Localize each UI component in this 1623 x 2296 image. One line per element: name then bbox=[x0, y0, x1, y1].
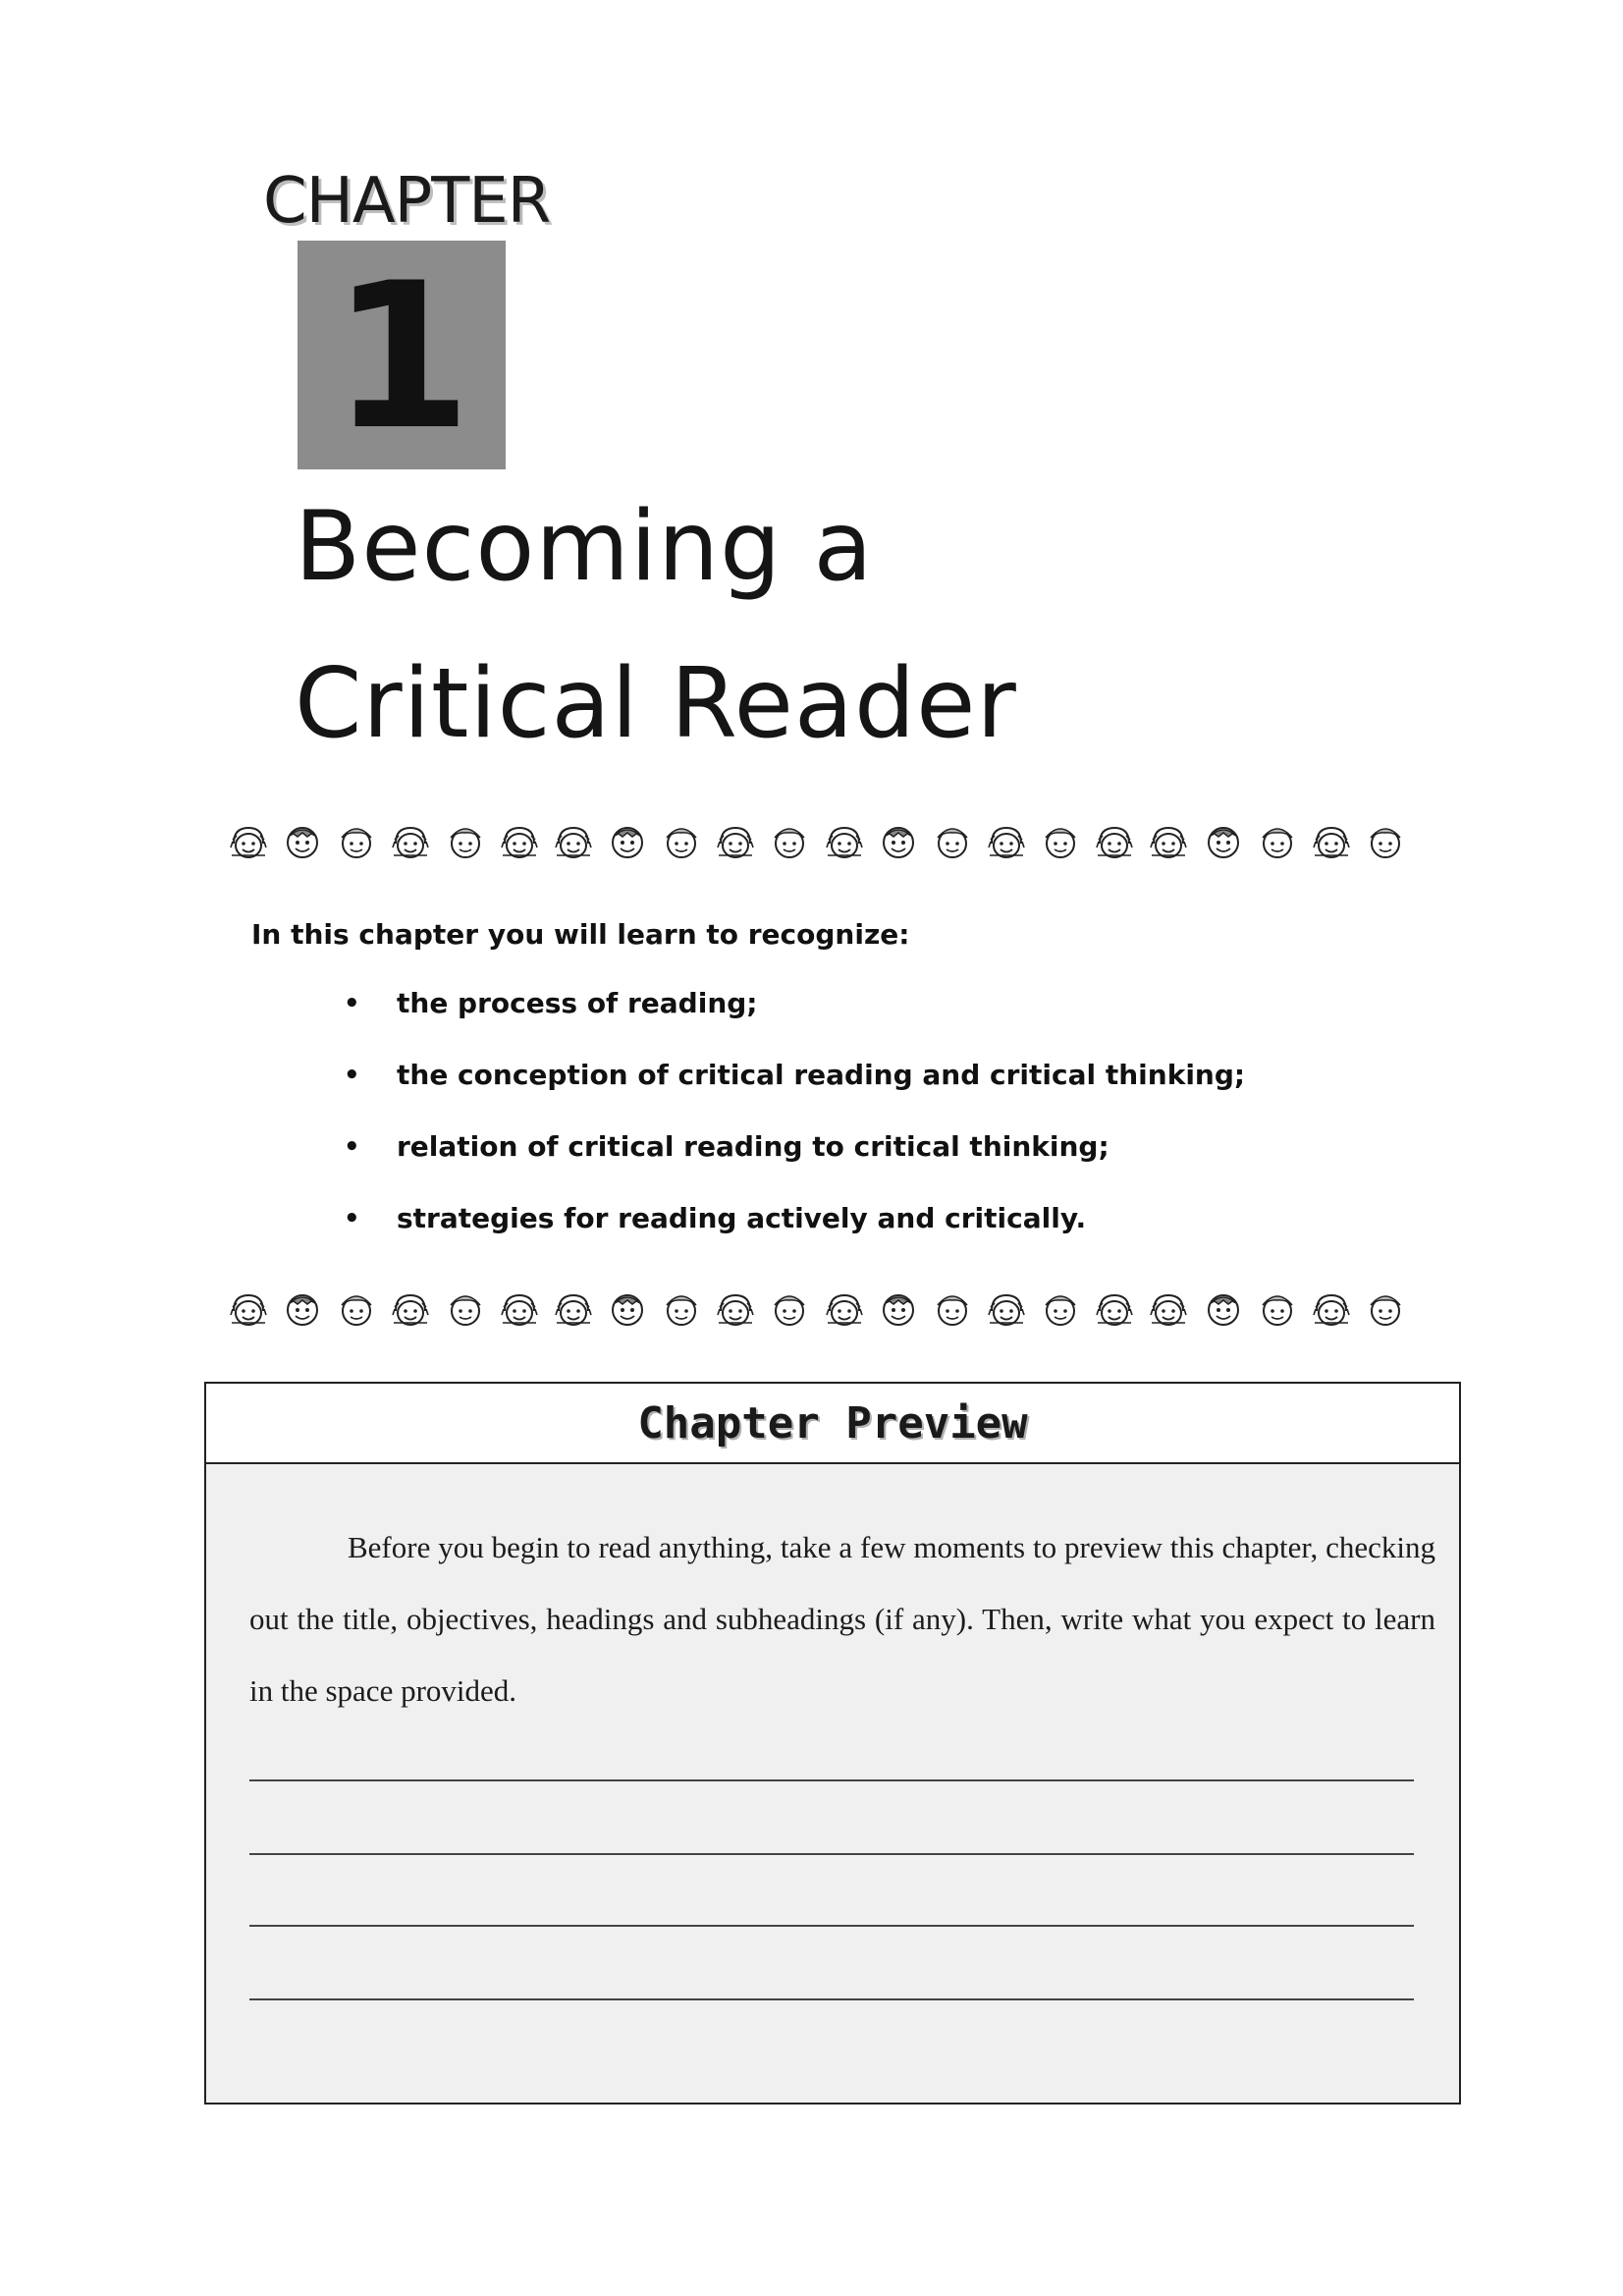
bullet-icon: • bbox=[344, 989, 360, 1018]
objectives-list bbox=[344, 987, 1245, 1274]
cartoon-face-icon bbox=[445, 1289, 486, 1329]
objective-item bbox=[344, 1130, 1245, 1202]
cartoon-face-icon bbox=[824, 1289, 865, 1329]
objective-text: strategies for reading actively and critically. bbox=[397, 1202, 1087, 1234]
bullet-icon: • bbox=[344, 1204, 360, 1233]
cartoon-face-icon bbox=[986, 822, 1027, 861]
cartoon-face-icon bbox=[553, 822, 594, 861]
answer-line-3[interactable] bbox=[249, 1925, 1414, 1927]
cartoon-face-icon bbox=[715, 822, 756, 861]
cartoon-face-icon bbox=[1040, 1289, 1081, 1329]
answer-line-4[interactable] bbox=[249, 1998, 1414, 2000]
cartoon-face-icon bbox=[282, 822, 323, 861]
cartoon-face-icon bbox=[499, 1289, 540, 1329]
chapter-preview-title: Chapter Preview bbox=[637, 1397, 1028, 1449]
cartoon-face-icon bbox=[1311, 1289, 1352, 1329]
chapter-preview-header bbox=[206, 1384, 1459, 1464]
cartoon-face-icon bbox=[932, 822, 973, 861]
cartoon-face-icon bbox=[1040, 822, 1081, 861]
cartoon-face-icon bbox=[1094, 822, 1135, 861]
cartoon-face-icon bbox=[1203, 822, 1244, 861]
cartoon-face-icon bbox=[715, 1289, 756, 1329]
bullet-icon: • bbox=[344, 1132, 360, 1162]
cartoon-face-icon bbox=[336, 1289, 377, 1329]
cartoon-face-icon bbox=[1203, 1289, 1244, 1329]
objective-item bbox=[344, 1202, 1245, 1274]
cartoon-face-icon bbox=[1257, 1289, 1298, 1329]
cartoon-face-icon bbox=[769, 822, 810, 861]
cartoon-face-icon bbox=[769, 1289, 810, 1329]
objective-text: the conception of critical reading and critical thinking; bbox=[397, 1059, 1246, 1091]
cartoon-face-icon bbox=[499, 822, 540, 861]
chapter-preview-instructions: Before you begin to read anything, take a few moments to preview this chapter, checking out the title, objectives, headings and subheadings (if any). Then, write what you expect to learn in the space provided. bbox=[249, 1530, 1435, 1708]
bullet-icon: • bbox=[344, 1061, 360, 1090]
decorative-border-top bbox=[228, 819, 1406, 864]
cartoon-face-icon bbox=[824, 822, 865, 861]
cartoon-face-icon bbox=[661, 822, 702, 861]
cartoon-face-icon bbox=[1365, 822, 1406, 861]
cartoon-face-icon bbox=[1094, 1289, 1135, 1329]
objective-item bbox=[344, 1059, 1245, 1130]
cartoon-face-icon bbox=[445, 822, 486, 861]
cartoon-face-icon bbox=[1311, 822, 1352, 861]
cartoon-face-icon bbox=[661, 1289, 702, 1329]
chapter-number: 1 bbox=[331, 241, 472, 474]
objective-text: the process of reading; bbox=[397, 987, 758, 1019]
cartoon-face-icon bbox=[228, 822, 269, 861]
chapter-title-line-1: Becoming a bbox=[295, 491, 874, 603]
answer-line-2[interactable] bbox=[249, 1853, 1414, 1855]
chapter-preview-box bbox=[204, 1382, 1461, 2105]
decorative-border-bottom bbox=[228, 1286, 1406, 1332]
cartoon-face-icon bbox=[390, 1289, 431, 1329]
chapter-title-line-2: Critical Reader bbox=[295, 648, 1017, 760]
cartoon-face-icon bbox=[1257, 822, 1298, 861]
answer-line-1[interactable] bbox=[249, 1779, 1414, 1781]
cartoon-face-icon bbox=[986, 1289, 1027, 1329]
cartoon-face-icon bbox=[336, 822, 377, 861]
objective-text: relation of critical reading to critical thinking; bbox=[397, 1130, 1109, 1163]
objective-item bbox=[344, 987, 1245, 1059]
objectives-intro: In this chapter you will learn to recognize: bbox=[251, 918, 910, 951]
chapter-label: CHAPTER bbox=[263, 165, 551, 238]
cartoon-face-icon bbox=[932, 1289, 973, 1329]
cartoon-face-icon bbox=[878, 1289, 919, 1329]
cartoon-face-icon bbox=[553, 1289, 594, 1329]
chapter-number-box bbox=[298, 241, 506, 474]
cartoon-face-icon bbox=[390, 822, 431, 861]
cartoon-face-icon bbox=[1148, 1289, 1189, 1329]
cartoon-face-icon bbox=[228, 1289, 269, 1329]
cartoon-face-icon bbox=[607, 822, 648, 861]
cartoon-face-icon bbox=[878, 822, 919, 861]
cartoon-face-icon bbox=[282, 1289, 323, 1329]
cartoon-face-icon bbox=[607, 1289, 648, 1329]
cartoon-face-icon bbox=[1148, 822, 1189, 861]
cartoon-face-icon bbox=[1365, 1289, 1406, 1329]
